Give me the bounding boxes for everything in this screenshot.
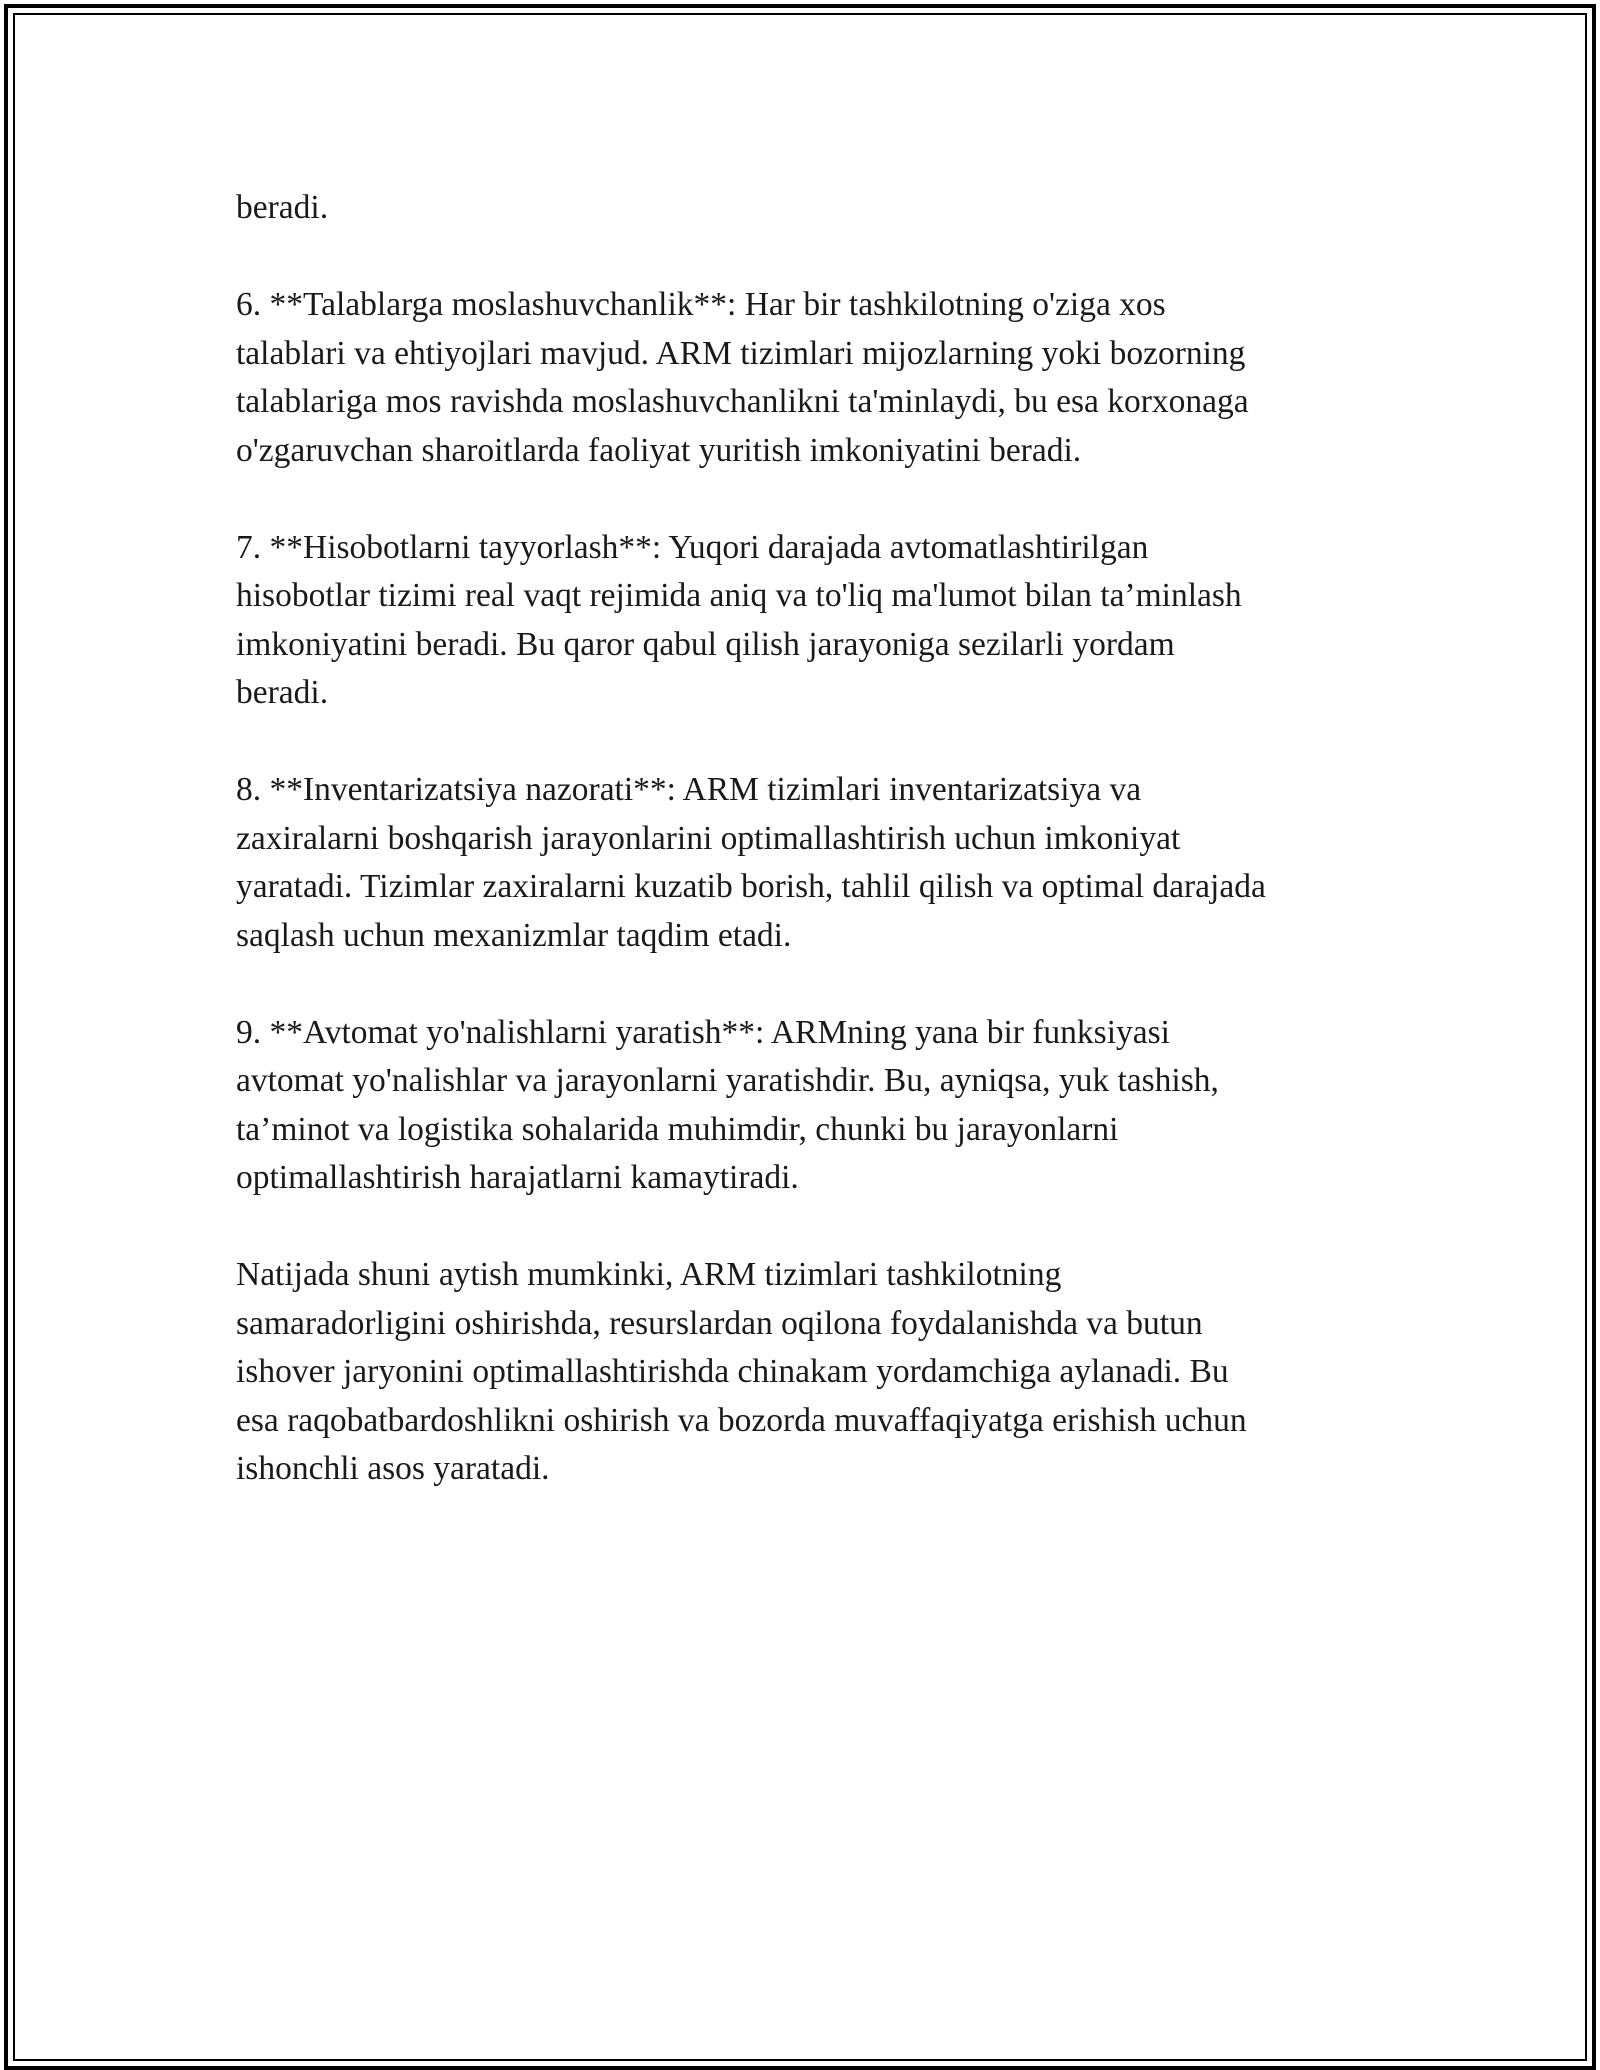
paragraph-item-7 xyxy=(236,524,1376,718)
text-line: beradi. xyxy=(236,674,329,711)
text-line: ta’minot va logistika sohalarida muhimdir, chunki bu jarayonlarni xyxy=(236,1110,1119,1148)
text-line: beradi. xyxy=(236,189,329,226)
text-line: imkoniyatini beradi. Bu qaror qabul qilish jarayoniga sezilarli yordam xyxy=(236,625,1175,663)
text-line: 9. **Avtomat yo'nalishlarni yaratish**: ARMning yana bir funksiyasi xyxy=(236,1013,1170,1051)
text-line: yaratadi. Tizimlar zaxiralarni kuzatib borish, tahlil qilish va optimal darajada xyxy=(236,868,1266,905)
text-line: 6. **Talablarga moslashuvchanlik**: Har bir tashkilotning o'ziga xos xyxy=(236,286,1166,323)
text-line: optimallashtirish harajatlarni kamaytiradi. xyxy=(236,1159,799,1196)
text-line: o'zgaruvchan sharoitlarda faoliyat yuritish imkoniyatini beradi. xyxy=(236,431,1082,469)
paragraph-conclusion xyxy=(236,1251,1376,1494)
paragraph-item-8 xyxy=(236,766,1376,960)
text-line: zaxiralarni boshqarish jarayonlarini optimallashtirish uchun imkoniyat xyxy=(236,819,1181,857)
paragraph-item-9 xyxy=(236,1009,1376,1203)
text-line: 7. **Hisobotlarni tayyorlash**: Yuqori darajada avtomatlashtirilgan xyxy=(236,528,1149,566)
text-line: ishonchli asos yaratadi. xyxy=(236,1450,550,1487)
text-line: talablari va ehtiyojlari mavjud. ARM tizimlari mijozlarning yoki bozorning xyxy=(236,334,1246,372)
text-line: samaradorligini oshirishda, resurslardan oqilona foydalanishda va butun xyxy=(236,1304,1203,1342)
text-line: hisobotlar tizimi real vaqt rejimida aniq va to'liq ma'lumot bilan ta’minlash xyxy=(236,577,1242,614)
text-line: ishover jaryonini optimallashtirishda chinakam yordamchiga aylanadi. Bu xyxy=(236,1353,1229,1390)
text-line: avtomat yo'nalishlar va jarayonlarni yaratishdir. Bu, ayniqsa, yuk tashish, xyxy=(236,1062,1219,1099)
paragraph-item-6 xyxy=(236,281,1376,475)
text-line: talablariga mos ravishda moslashuvchanlikni ta'minlaydi, bu esa korxonaga xyxy=(236,383,1249,420)
text-line: Natijada shuni aytish mumkinki, ARM tizimlari tashkilotning xyxy=(236,1256,1062,1293)
text-line: esa raqobatbardoshlikni oshirish va bozorda muvaffaqiyatga erishish uchun xyxy=(236,1401,1247,1439)
text-line: saqlash uchun mexanizmlar taqdim etadi. xyxy=(236,916,792,954)
text-line: 8. **Inventarizatsiya nazorati**: ARM tizimlari inventarizatsiya va xyxy=(236,771,1142,808)
document-body xyxy=(236,184,1376,1542)
paragraph-continuation xyxy=(236,184,1376,233)
